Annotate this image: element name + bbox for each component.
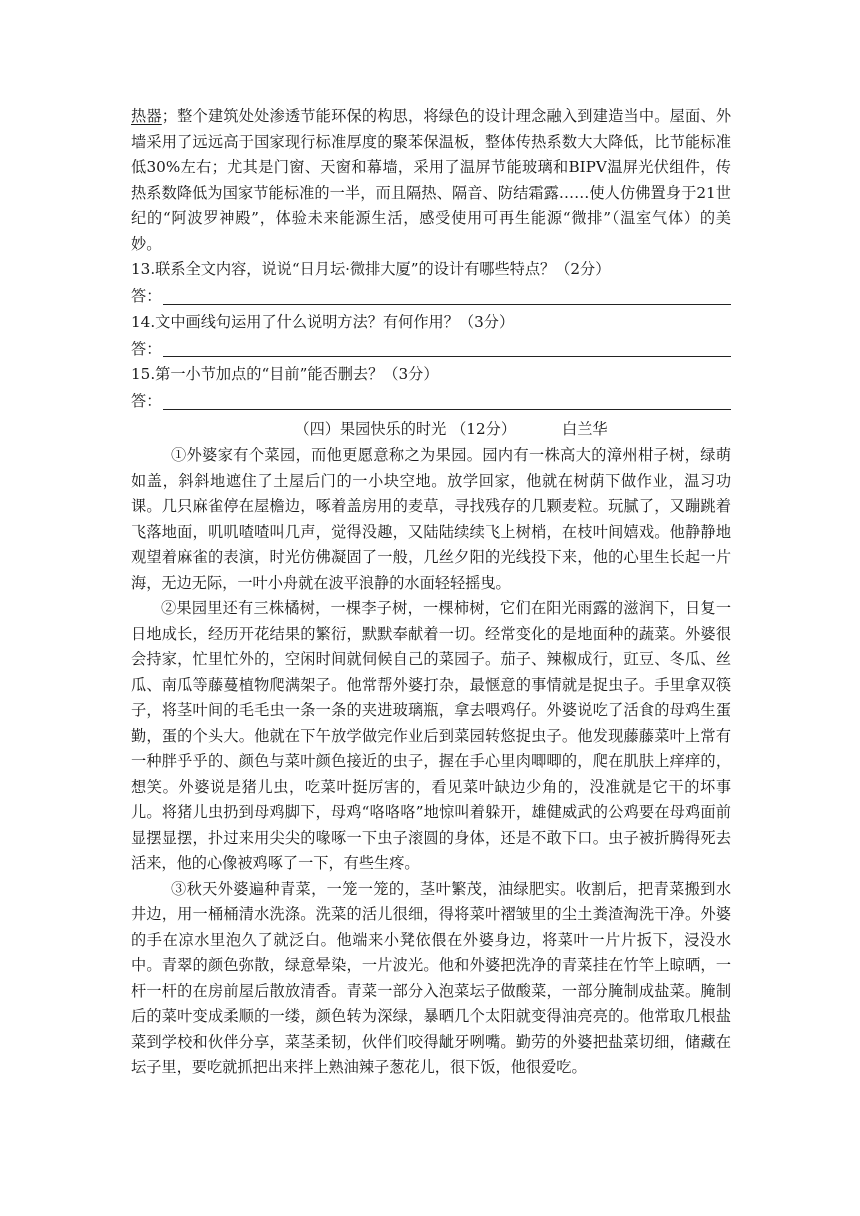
question-13: 13.联系全文内容，说说“日月坛·微排大厦”的设计有哪些特点？（2分） xyxy=(131,260,611,278)
section-author: 白兰华 xyxy=(562,419,608,438)
question-14: 14.文中画线句运用了什么说明方法？有何作用？（3分） xyxy=(131,312,515,331)
answer-label: 答： xyxy=(131,287,162,305)
answer-line-14[interactable] xyxy=(131,335,731,362)
section-title: （四）果园快乐的时光 （12分） xyxy=(294,419,517,438)
answer-label: 答： xyxy=(131,339,162,358)
intro-text: ；整个建筑处处渗透节能环保的构思，将绿色的设计理念融入到建造当中。屋面、外墙采用了远远高于国家现行标准厚度的聚苯保温板，整体传热系数大大降低，比节能标准低30%左右；尤其是门窗、天窗和幕墙，采用了温屏节能玻璃和BIPV温屏光伏组件，传热系数降低为国家节能标准的一半，而且隔热、隔音、防结霜露……使人仿佛置身于21世纪的“阿波罗神殿”，体验未来能源生活，感受使用可再生能源“微排”（温室气体）的美妙。 xyxy=(131,107,732,253)
article-paragraph-3: ③秋天外婆遍种青菜，一笼一笼的，茎叶繁茂，油绿肥实。收割后，把青菜搬到水井边，用一桶桶清水洗涤。洗菜的活儿很细，得将菜叶褶皱里的尘土粪渣淘洗干净。外婆的手在凉水里泡久了就泛白。他端来小凳依偎在外婆身边，将菜叶一片片扳下，浸没水中。青翠的颜色弥散，绿意晕染，一片波光。他和外婆把洗净的青菜挂在竹竿上晾晒，一杆一杆的在房前屋后散放清香。青菜一部分入泡菜坛子做酸菜，一部分腌制成盐菜。腌制后的菜叶变成柔顺的一缕，颜色转为深绿，暴晒几个太阳就变得油亮亮的。他常取几根盐菜到学校和伙伴分享，菜茎柔韧，伙伴们咬得龇牙咧嘴。勤劳的外婆把盐菜切细，储藏在坛子里，要吃就抓把出来拌上熟油辣子葱花儿，很下饭，他很爱吃。 xyxy=(131,879,731,1076)
underlined-text: 热器 xyxy=(131,107,162,125)
answer-label: 答： xyxy=(131,392,162,410)
answer-blank xyxy=(163,303,731,305)
answer-line-15[interactable] xyxy=(131,388,731,415)
intro-paragraph xyxy=(131,104,731,257)
article-paragraph-2: ②果园里还有三株橘树，一棵李子树，一棵柿树，它们在阳光雨露的滋润下，日复一日地成长，经历开花结果的繁衍，默默奉献着一切。经常变化的是地面种的蔬菜。外婆很会持家，忙里忙外的，空闲时间就伺候自己的菜园子。茄子、辣椒成行，豇豆、冬瓜、丝瓜、南瓜等藤蔓植物爬满架子。他常帮外婆打杂，最惬意的事情就是捉虫子。手里拿双筷子，将茎叶间的毛毛虫一条一条的夹进玻璃瓶，拿去喂鸡仔。外婆说吃了活食的母鸡生蛋勤，蛋的个头大。他就在下午放学做完作业后到菜园转悠捉虫子。他发现藤藤菜叶上常有一种胖乎乎的、颜色与菜叶颜色接近的虫子，握在手心里肉唧唧的，爬在肌肤上痒痒的，想笑。外婆说是猪儿虫，吃菜叶挺厉害的，看见菜叶缺边少角的，没准就是它干的坏事儿。将猪儿虫扔到母鸡脚下，母鸡“咯咯咯”地惊叫着躲开，雄健威武的公鸡要在母鸡面前显摆显摆，扑过来用尖尖的喙啄一下虫子滚圆的身体，还是不敢下口。虫子被折腾得死去活来，他的心像被鸡啄了一下，有些生疼。 xyxy=(131,599,731,872)
answer-line-13[interactable] xyxy=(131,283,731,310)
question-15: 15.第一小节加点的“目前”能否删去？（3分） xyxy=(131,365,439,383)
document-page xyxy=(131,104,731,1081)
section-heading xyxy=(131,417,731,443)
answer-blank xyxy=(163,408,731,410)
article-paragraph-1: ①外婆家有个菜园，而他更愿意称之为果园。园内有一株高大的漳州柑子树，绿萌如盖，斜斜地遮住了土屋后门的一小块空地。放学回家，他就在树荫下做作业，温习功课。几只麻雀停在屋檐边，啄着盖房用的麦草，寻找残存的几颗麦粒。玩腻了，又蹦跳着飞落地面，叽叽喳喳叫几声，觉得没趣，又陆陆续续飞上树梢，在枝叶间嬉戏。他静静地观望着麻雀的表演，时光仿佛凝固了一般，几丝夕阳的光线投下来，他的心里生长起一片海，无边无际，一叶小舟就在波平浪静的水面轻轻摇曳。 xyxy=(131,446,731,592)
answer-blank xyxy=(163,355,731,357)
